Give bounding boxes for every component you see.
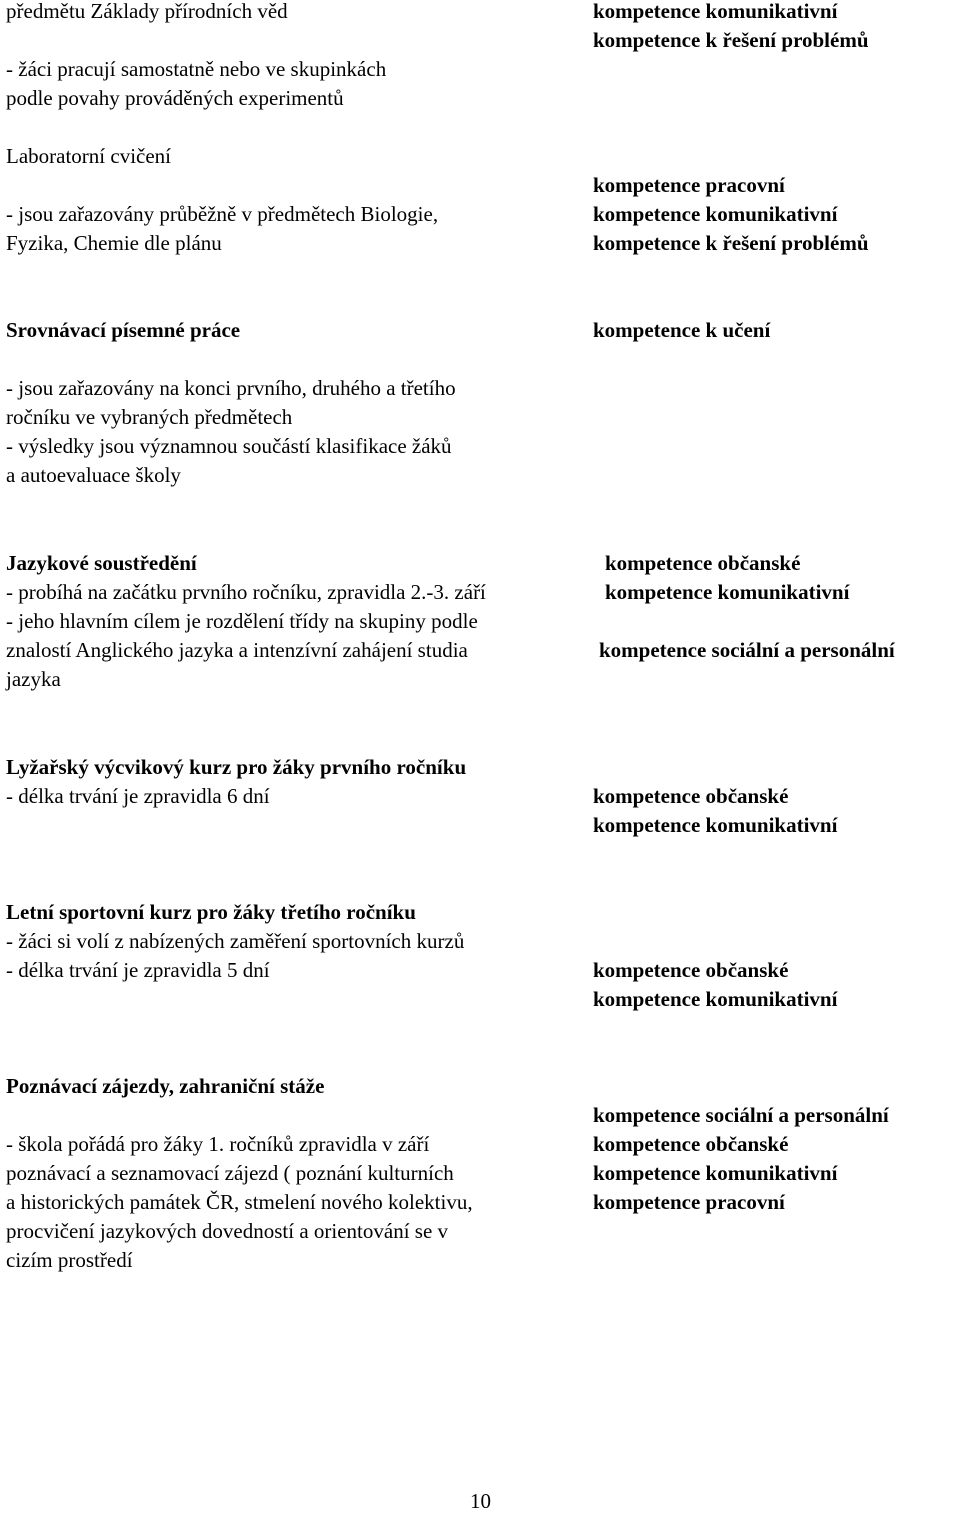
competence-label: kompetence občanské: [593, 958, 789, 982]
text-line: - délka trvání je zpravidla 5 dní: [6, 958, 270, 982]
competence-label: kompetence sociální a personální: [593, 1103, 889, 1127]
text-line: - jsou zařazovány průběžně v předmětech Biologie,: [6, 202, 439, 226]
section-title: Jazykové soustředění: [6, 551, 197, 575]
page-number: 10: [470, 1489, 491, 1513]
competence-label: kompetence komunikativní: [593, 0, 838, 23]
competence-label: kompetence k učení: [593, 318, 771, 342]
competence-label: kompetence občanské: [593, 784, 789, 808]
competence-label: kompetence komunikativní: [593, 813, 838, 837]
competence-label: kompetence komunikativní: [605, 580, 850, 604]
text-line: Fyzika, Chemie dle plánu: [6, 231, 222, 255]
text-line: a historických památek ČR, stmelení nového kolektivu,: [6, 1190, 473, 1214]
text-line: - žáci si volí z nabízených zaměření sportovních kurzů: [6, 929, 465, 953]
text-line: jazyka: [6, 667, 61, 691]
text-line: cizím prostředí: [6, 1248, 133, 1272]
text-line: - probíhá na začátku prvního ročníku, zpravidla 2.-3. září: [6, 580, 486, 604]
competence-label: kompetence občanské: [605, 551, 801, 575]
text-line: - jeho hlavním cílem je rozdělení třídy na skupiny podle: [6, 609, 478, 633]
text-line: znalostí Anglického jazyka a intenzívní zahájení studia: [6, 638, 468, 662]
text-line: podle povahy prováděných experimentů: [6, 86, 344, 110]
competence-label: kompetence komunikativní: [593, 987, 838, 1011]
competence-label: kompetence pracovní: [593, 173, 785, 197]
competence-label: kompetence komunikativní: [593, 202, 838, 226]
section-title: Laboratorní cvičení: [6, 144, 172, 168]
text-line: - škola pořádá pro žáky 1. ročníků zpravidla v září: [6, 1132, 430, 1156]
competence-label: kompetence pracovní: [593, 1190, 785, 1214]
text-line: poznávací a seznamovací zájezd ( poznání kulturních: [6, 1161, 454, 1185]
text-line: - jsou zařazovány na konci prvního, druhého a třetího: [6, 376, 456, 400]
section-title: Lyžařský výcvikový kurz pro žáky prvního ročníku: [6, 755, 467, 779]
text-line: - žáci pracují samostatně nebo ve skupinkách: [6, 57, 387, 81]
text-line: - výsledky jsou významnou součástí klasifikace žáků: [6, 434, 452, 458]
text-line: a autoevaluace školy: [6, 463, 181, 487]
section-title: Letní sportovní kurz pro žáky třetího ročníku: [6, 900, 416, 924]
text-line: - délka trvání je zpravidla 6 dní: [6, 784, 270, 808]
text-line: předmětu Základy přírodních věd: [6, 0, 288, 23]
competence-label: kompetence k řešení problémů: [593, 231, 869, 255]
competence-label: kompetence komunikativní: [593, 1161, 838, 1185]
section-title: Poznávací zájezdy, zahraniční stáže: [6, 1074, 325, 1098]
competence-label: kompetence občanské: [593, 1132, 789, 1156]
section-title: Srovnávací písemné práce: [6, 318, 241, 342]
competence-label: kompetence k řešení problémů: [593, 28, 869, 52]
text-line: ročníku ve vybraných předmětech: [6, 405, 293, 429]
text-line: procvičení jazykových dovedností a orientování se v: [6, 1219, 449, 1243]
competence-label: kompetence sociální a personální: [599, 638, 895, 662]
